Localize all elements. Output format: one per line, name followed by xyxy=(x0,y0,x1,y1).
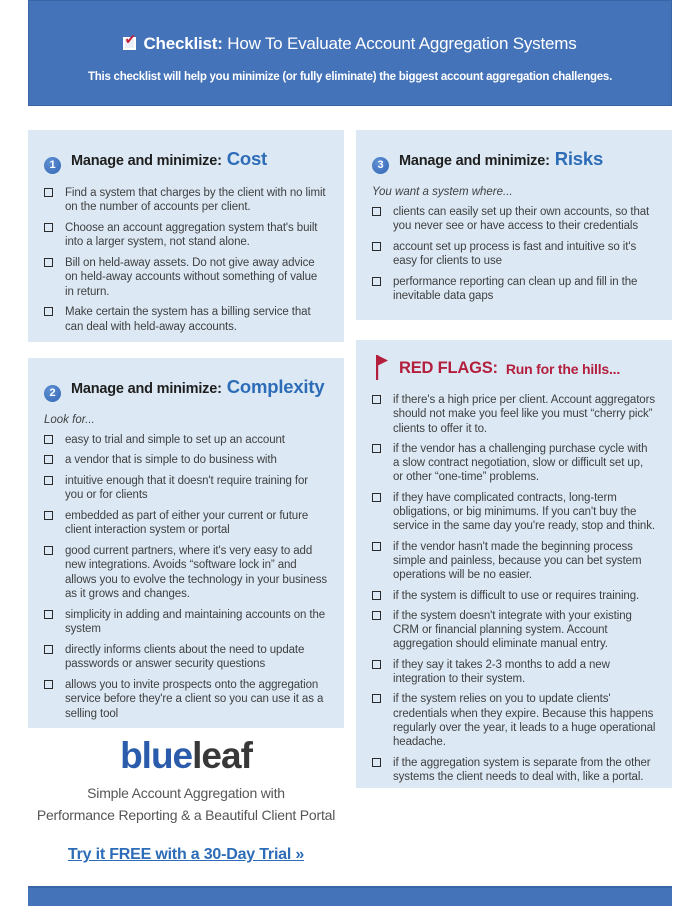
checkbox-icon[interactable] xyxy=(372,493,381,502)
checklist-item xyxy=(372,609,656,652)
checklist-item xyxy=(44,544,328,602)
checklist-item-text: embedded as part of either your current or future client interaction system or portal xyxy=(65,509,309,536)
red-flags-checklist xyxy=(372,393,656,784)
checkbox-icon[interactable] xyxy=(372,758,381,767)
red-flags-subtitle: Run for the hills... xyxy=(505,360,621,377)
checklist-item xyxy=(372,658,656,687)
section-cost xyxy=(28,130,344,342)
tagline-line1: Simple Account Aggregation with xyxy=(87,785,285,801)
checkbox-icon[interactable] xyxy=(44,455,53,464)
checklist-item xyxy=(44,608,328,637)
checklist-item xyxy=(44,643,328,672)
section-risks-heading xyxy=(372,148,656,174)
checkbox-icon[interactable] xyxy=(44,188,53,197)
checkbox-icon[interactable] xyxy=(44,511,53,520)
checklist-item-text: allows you to invite prospects onto the aggregation service before they're a client so you can use it as a selling tool xyxy=(65,678,324,720)
blueleaf-logo xyxy=(28,736,344,776)
checkbox-icon[interactable] xyxy=(44,223,53,232)
section-red-flags xyxy=(356,340,672,788)
checklist-item-text: clients can easily set up their own accounts, so that you never see or have access to their credentials xyxy=(393,205,650,232)
checklist-item-text: if the vendor hasn't made the beginning process simple and painless, because you can bet system operations will be no easier. xyxy=(393,540,642,582)
checklist-item xyxy=(372,442,656,485)
checkbox-checked-icon xyxy=(123,31,137,50)
checklist-item-text: Make certain the system has a billing service that can deal with held-away accounts. xyxy=(65,306,311,333)
heading-prefix: Manage and minimize: xyxy=(399,153,550,169)
heading-prefix: Manage and minimize: xyxy=(71,381,222,397)
checklist-item xyxy=(372,540,656,583)
checkbox-icon[interactable] xyxy=(44,307,53,316)
checkbox-icon[interactable] xyxy=(372,444,381,453)
checklist-item-text: Find a system that charges by the client with no limit on the number of accounts per client. xyxy=(65,186,326,213)
checklist-item xyxy=(44,221,328,250)
red-flags-heading xyxy=(372,356,656,381)
checkbox-icon[interactable] xyxy=(372,591,381,600)
red-flags-title: RED FLAGS: xyxy=(399,359,498,377)
checklist-item-text: if they have complicated contracts, long-term obligations, or big minimums. If you can't buy the service in the same day you're ready, stop and think. xyxy=(393,491,655,533)
checklist-item-text: if the system doesn't integrate with your existing CRM or financial planning system. Account aggregation should eliminate manual entry. xyxy=(393,609,632,651)
checklist-item-text: easy to trial and simple to set up an account xyxy=(65,433,285,446)
complexity-lead-in: Look for... xyxy=(44,413,95,426)
cost-checklist xyxy=(44,186,328,335)
checklist-item xyxy=(372,589,656,603)
header-subtitle: This checklist will help you minimize (or fully eliminate) the biggest account aggregation challenges. xyxy=(87,71,613,83)
checklist-item-text: simplicity in adding and maintaining accounts on the system xyxy=(65,608,326,635)
logo-word-leaf: leaf xyxy=(192,735,252,776)
section-complexity-heading xyxy=(44,376,328,402)
checklist-item xyxy=(44,509,328,538)
checklist-item xyxy=(372,205,656,234)
risks-lead-in: You want a system where... xyxy=(372,185,513,198)
checklist-item xyxy=(44,186,328,215)
complexity-checklist xyxy=(44,433,328,722)
checkbox-icon[interactable] xyxy=(372,694,381,703)
checklist-item xyxy=(44,256,328,300)
checklist-item-text: if they say it takes 2-3 months to add a new integration to their system. xyxy=(393,658,610,686)
heading-topic-risks: Risks xyxy=(554,148,604,169)
number-badge-3: 3 xyxy=(372,157,389,174)
tagline-line2: Performance Reporting & a Beautiful Client Portal xyxy=(36,807,336,823)
checklist-item-text: good current partners, where it's very easy to add new integrations. Avoids “software lock in” and allows you to evolve the technology in your business as it grows and changes. xyxy=(65,544,328,600)
checklist-item xyxy=(372,393,656,436)
checklist-item xyxy=(372,491,656,534)
checklist-item xyxy=(372,240,656,269)
checkbox-icon[interactable] xyxy=(372,660,381,669)
checklist-item xyxy=(44,433,328,448)
promo-block xyxy=(28,736,344,864)
checklist-item xyxy=(372,275,656,304)
red-flag-icon xyxy=(374,354,389,381)
checklist-item-text: performance reporting can clean up and fill in the inevitable data gaps xyxy=(393,275,638,302)
number-badge-2: 2 xyxy=(44,385,61,402)
checkbox-icon[interactable] xyxy=(44,645,53,654)
page-title xyxy=(29,33,671,55)
section-risks xyxy=(356,130,672,320)
checklist-item-text: if the system relies on you to update clients' credentials when they expire. Because this happens regularly over the year, it leads to a huge operational headache. xyxy=(393,693,656,749)
footer-band xyxy=(28,886,672,906)
checkbox-icon[interactable] xyxy=(372,395,381,404)
page-title-rest: How To Evaluate Account Aggregation Systems xyxy=(222,34,577,53)
checkbox-icon[interactable] xyxy=(44,476,53,485)
checkbox-icon[interactable] xyxy=(44,435,53,444)
checklist-item xyxy=(44,305,328,334)
heading-topic-complexity: Complexity xyxy=(226,376,325,397)
checklist-item-text: if the vendor has a challenging purchase cycle with a slow contract negotiation, slow or difficult set up, or other “one-time” problems. xyxy=(393,442,648,484)
checklist-item-text: directly informs clients about the need to update passwords or answer security questions xyxy=(65,643,305,670)
checklist-item-text: a vendor that is simple to do business with xyxy=(65,454,277,466)
checklist-item xyxy=(44,474,328,503)
checklist-item xyxy=(372,756,656,785)
checklist-item xyxy=(44,453,328,468)
checkbox-icon[interactable] xyxy=(372,277,381,286)
number-badge-1: 1 xyxy=(44,157,61,174)
risks-checklist xyxy=(372,205,656,304)
checklist-item-text: intuitive enough that it doesn't require training for you or for clients xyxy=(65,474,309,501)
heading-topic-cost: Cost xyxy=(226,148,268,169)
checklist-item-text: account set up process is fast and intuitive so it's easy for clients to use xyxy=(393,240,637,267)
checklist-item xyxy=(44,678,328,722)
checklist-item-text: if the aggregation system is separate from the other systems the client needs to deal with, like a portal. xyxy=(393,756,651,783)
page-title-bold: Checklist: xyxy=(143,34,223,53)
logo-word-blue: blue xyxy=(120,735,193,776)
checkbox-icon[interactable] xyxy=(372,242,381,251)
tagline xyxy=(28,782,344,826)
checkbox-icon[interactable] xyxy=(44,258,53,267)
checkbox-icon[interactable] xyxy=(372,207,381,216)
checkbox-icon[interactable] xyxy=(44,610,53,619)
free-trial-link[interactable]: Try it FREE with a 30-Day Trial » xyxy=(67,846,305,863)
header-band xyxy=(28,0,672,106)
heading-prefix: Manage and minimize: xyxy=(71,153,222,169)
red-checkmark-icon: ✔ xyxy=(124,31,137,47)
checkbox-icon[interactable] xyxy=(44,680,53,689)
checklist-item-text: Choose an account aggregation system that's built into a larger system, not stand alone. xyxy=(65,221,318,248)
checklist-item-text: Bill on held-away assets. Do not give away advice on held-away accounts without something of value in return. xyxy=(65,256,318,298)
checkbox-icon[interactable] xyxy=(44,546,53,555)
section-cost-heading xyxy=(44,148,328,174)
checklist-item xyxy=(372,692,656,749)
section-complexity xyxy=(28,358,344,728)
checklist-item-text: if the system is difficult to use or requires training. xyxy=(393,589,640,602)
checkbox-icon[interactable] xyxy=(372,611,381,620)
checklist-item-text: if there's a high price per client. Account aggregators should not make you feel like you must “cherry pick” clients to offer it to. xyxy=(393,394,655,435)
checkbox-icon[interactable] xyxy=(372,542,381,551)
